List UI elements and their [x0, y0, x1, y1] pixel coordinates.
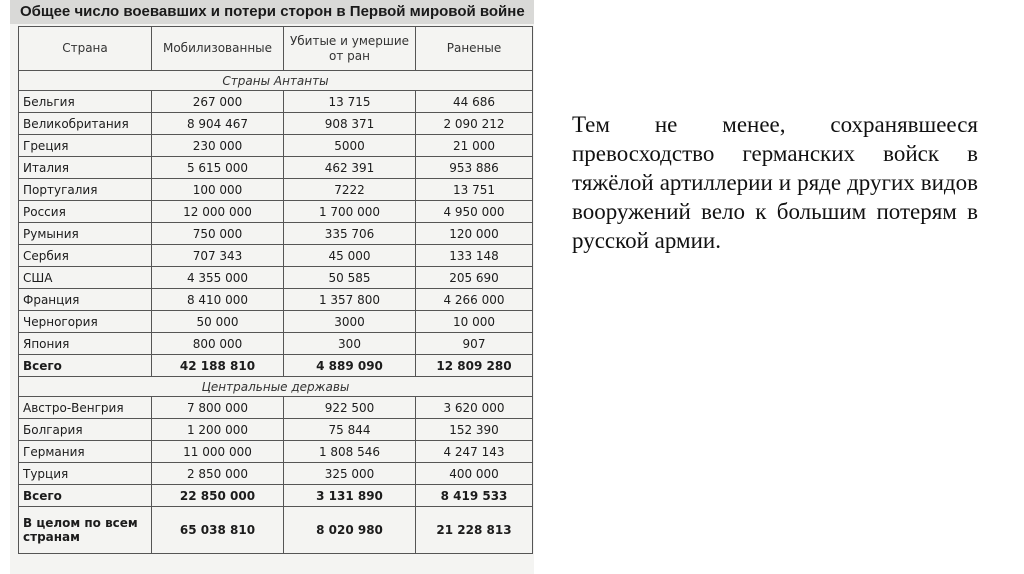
value-cell: 4 889 090: [284, 355, 416, 377]
table-row: [19, 441, 533, 463]
total-row: [19, 355, 533, 377]
country-cell: Великобритания: [19, 113, 152, 135]
country-cell: Греция: [19, 135, 152, 157]
value-cell: 65 038 810: [152, 507, 284, 554]
table-row: [19, 135, 533, 157]
table-row: [19, 223, 533, 245]
value-cell: 4 247 143: [416, 441, 533, 463]
table-row: [19, 311, 533, 333]
value-cell: 800 000: [152, 333, 284, 355]
table-row: [19, 201, 533, 223]
value-cell: 750 000: [152, 223, 284, 245]
value-cell: 8 020 980: [284, 507, 416, 554]
value-cell: 12 809 280: [416, 355, 533, 377]
value-cell: 100 000: [152, 179, 284, 201]
value-cell: 12 000 000: [152, 201, 284, 223]
value-cell: 42 188 810: [152, 355, 284, 377]
country-cell: Япония: [19, 333, 152, 355]
country-cell: Всего: [19, 355, 152, 377]
value-cell: 1 357 800: [284, 289, 416, 311]
value-cell: 21 000: [416, 135, 533, 157]
country-cell: США: [19, 267, 152, 289]
header-country: Страна: [19, 27, 152, 71]
value-cell: 44 686: [416, 91, 533, 113]
table-row: [19, 113, 533, 135]
header-mobilized: Мобилизованные: [152, 27, 284, 71]
header-wounded: Раненые: [416, 27, 533, 71]
value-cell: 462 391: [284, 157, 416, 179]
country-cell: Сербия: [19, 245, 152, 267]
losses-table: [18, 26, 533, 554]
table-row: [19, 419, 533, 441]
country-cell: В целом по всем странам: [19, 507, 152, 554]
table-row: [19, 245, 533, 267]
section-row: [19, 377, 533, 397]
country-cell: Германия: [19, 441, 152, 463]
value-cell: 45 000: [284, 245, 416, 267]
value-cell: 13 715: [284, 91, 416, 113]
total-row: [19, 485, 533, 507]
country-cell: Румыния: [19, 223, 152, 245]
value-cell: 2 850 000: [152, 463, 284, 485]
table-row: [19, 91, 533, 113]
value-cell: 908 371: [284, 113, 416, 135]
country-cell: Всего: [19, 485, 152, 507]
value-cell: 205 690: [416, 267, 533, 289]
value-cell: 11 000 000: [152, 441, 284, 463]
country-cell: Португалия: [19, 179, 152, 201]
value-cell: 267 000: [152, 91, 284, 113]
value-cell: 8 904 467: [152, 113, 284, 135]
value-cell: 120 000: [416, 223, 533, 245]
value-cell: 953 886: [416, 157, 533, 179]
section-title: Центральные державы: [19, 377, 533, 397]
value-cell: 922 500: [284, 397, 416, 419]
value-cell: 152 390: [416, 419, 533, 441]
table-header-row: [19, 27, 533, 71]
value-cell: 300: [284, 333, 416, 355]
table-row: [19, 267, 533, 289]
country-cell: Болгария: [19, 419, 152, 441]
table-row: [19, 463, 533, 485]
value-cell: 400 000: [416, 463, 533, 485]
value-cell: 7 800 000: [152, 397, 284, 419]
table-row: [19, 333, 533, 355]
value-cell: 21 228 813: [416, 507, 533, 554]
table-title: Общее число воевавших и потери сторон в Первой мировой войне: [10, 0, 534, 24]
country-cell: Австро-Венгрия: [19, 397, 152, 419]
value-cell: 10 000: [416, 311, 533, 333]
country-cell: Франция: [19, 289, 152, 311]
value-cell: 4 266 000: [416, 289, 533, 311]
body-paragraph: Тем не менее, сохранявшееся превосходство германских войск в тяжёлой артиллерии и ряде других видов вооружений вело к большим потерям в русской армии.: [572, 112, 978, 253]
value-cell: 7222: [284, 179, 416, 201]
country-cell: Италия: [19, 157, 152, 179]
value-cell: 22 850 000: [152, 485, 284, 507]
value-cell: 3 620 000: [416, 397, 533, 419]
value-cell: 2 090 212: [416, 113, 533, 135]
value-cell: 230 000: [152, 135, 284, 157]
table-row: [19, 289, 533, 311]
value-cell: 75 844: [284, 419, 416, 441]
value-cell: 50 000: [152, 311, 284, 333]
value-cell: 13 751: [416, 179, 533, 201]
value-cell: 5 615 000: [152, 157, 284, 179]
value-cell: 1 200 000: [152, 419, 284, 441]
value-cell: 4 950 000: [416, 201, 533, 223]
value-cell: 133 148: [416, 245, 533, 267]
value-cell: 325 000: [284, 463, 416, 485]
section-title: Страны Антанты: [19, 71, 533, 91]
value-cell: 335 706: [284, 223, 416, 245]
value-cell: 3 131 890: [284, 485, 416, 507]
table-row: [19, 179, 533, 201]
country-cell: Россия: [19, 201, 152, 223]
value-cell: 4 355 000: [152, 267, 284, 289]
table-row: [19, 397, 533, 419]
value-cell: 907: [416, 333, 533, 355]
value-cell: 1 700 000: [284, 201, 416, 223]
value-cell: 5000: [284, 135, 416, 157]
header-killed: Убитые и умершие от ран: [284, 27, 416, 71]
grand-total-row: [19, 507, 533, 554]
table-row: [19, 157, 533, 179]
value-cell: 8 419 533: [416, 485, 533, 507]
value-cell: 1 808 546: [284, 441, 416, 463]
losses-table-image: [10, 0, 534, 574]
country-cell: Турция: [19, 463, 152, 485]
value-cell: 3000: [284, 311, 416, 333]
value-cell: 50 585: [284, 267, 416, 289]
value-cell: 8 410 000: [152, 289, 284, 311]
country-cell: Бельгия: [19, 91, 152, 113]
country-cell: Черногория: [19, 311, 152, 333]
value-cell: 707 343: [152, 245, 284, 267]
section-row: [19, 71, 533, 91]
